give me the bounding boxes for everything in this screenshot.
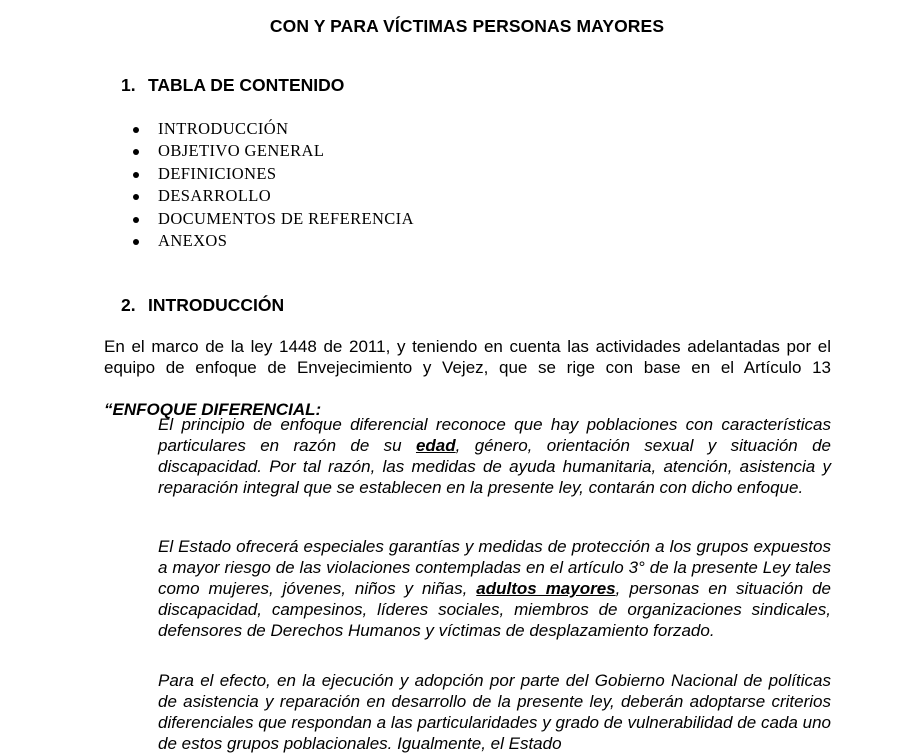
quote-emphasis: adultos mayores [476,579,616,598]
section-heading-introduction [121,295,284,316]
quote-text: El Estado ofrecerá especiales garantías y medidas de protección a los grupos expuestos a mayor riesgo de las violaciones contempladas en el artículo 3° de la presente Ley tales como mujeres, jóvenes, niños y niñas, [158,537,831,598]
intro-text: En el marco de la ley 1448 de 2011, y teniendo en cuenta las actividades adelantadas por el equipo de enfoque de Envejecimiento y Vejez, que se rige con base en el Artículo 13 [104,337,831,377]
intro-emphasis: “ENFOQUE DIFERENCIAL: [104,400,322,419]
table-of-contents-list [133,118,414,252]
toc-item: OBJETIVO GENERAL [133,140,414,162]
toc-item: DOCUMENTOS DE REFERENCIA [133,208,414,230]
section-heading-table-of-contents [121,75,344,96]
intro-paragraph [104,336,831,420]
quote-text: , género, orientación sexual y situación de discapacidad. Por tal razón, las medidas de ayuda humanitaria, atención, asistencia y reparación integral que se establecen en la presente ley, contarán con dicho enfoque. [158,436,831,497]
toc-item: DESARROLLO [133,185,414,207]
section-title: INTRODUCCIÓN [148,295,285,315]
section-title: TABLA DE CONTENIDO [148,75,345,95]
section-number: 2. [121,295,136,315]
toc-item: DEFINICIONES [133,163,414,185]
toc-item: ANEXOS [133,230,414,252]
document-title: CON Y PARA VÍCTIMAS PERSONAS MAYORES [269,16,665,36]
section-number: 1. [121,75,136,95]
quote-paragraph-2 [158,536,831,641]
quote-paragraph-3: Para el efecto, en la ejecución y adopción por parte del Gobierno Nacional de políticas de asistencia y reparación en desarrollo de la presente ley, deberán adoptarse criterios diferenciales que respondan a las particularidades y grado de vulnerabilidad de cada uno de estos grupos poblacionales. Igualmente, el Estado [158,671,831,753]
quote-text: El principio de enfoque diferencial reconoce que hay poblaciones con características particulares en razón de su [158,415,831,455]
quote-text: , personas en situación de discapacidad, campesinos, líderes sociales, miembros de organizaciones sindicales, defensores de Derechos Humanos y víctimas de desplazamiento forzado. [158,579,832,640]
quote-paragraph-1 [158,414,831,498]
quote-emphasis: edad [415,436,456,455]
toc-item: INTRODUCCIÓN [133,118,414,140]
